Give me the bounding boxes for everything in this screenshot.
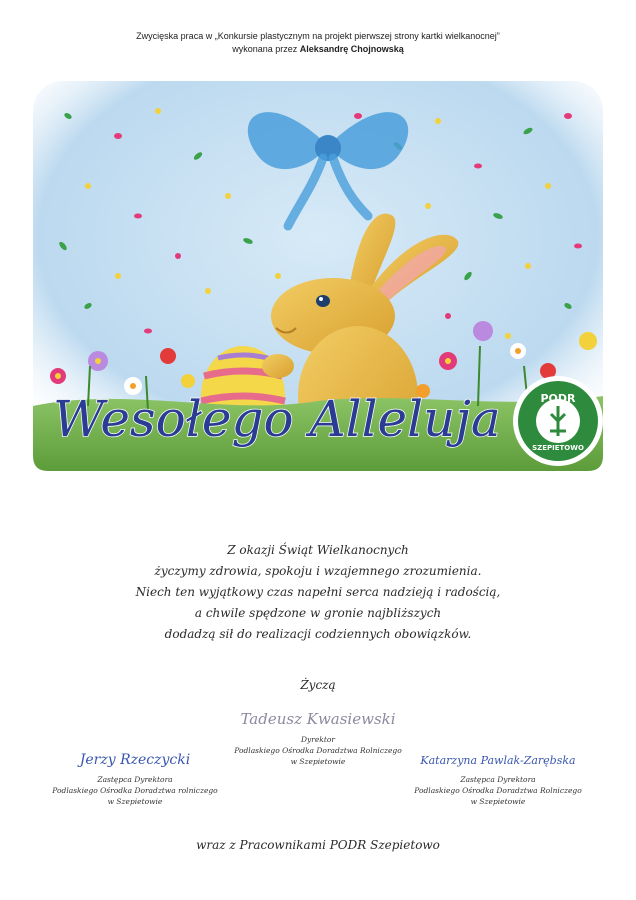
wish-text: Życzą xyxy=(300,678,336,692)
deputy-left-signature: Jerzy Rzeczycki xyxy=(79,752,191,768)
easter-artwork xyxy=(28,76,608,476)
signature-director xyxy=(218,702,418,767)
author-prefix: wykonana przez xyxy=(232,44,300,54)
podr-logo xyxy=(513,376,603,466)
deputy-left-title: Zastępca Dyrektora xyxy=(97,775,173,784)
greeting-line: życzymy zdrowia, spokoju i wzajemnego zrozumienia. xyxy=(154,564,482,578)
signature-deputy-left xyxy=(40,742,230,807)
logo-bottom-text: SZEPIETOWO xyxy=(532,444,584,452)
handwritten-signature-left xyxy=(60,742,210,772)
director-org: Podlaskiego Ośrodka Doradztwa Rolniczego xyxy=(234,746,402,755)
footer-text: wraz z Pracownikami PODR Szepietowo xyxy=(196,838,440,852)
director-place: w Szepietowie xyxy=(290,757,346,766)
greeting-line: dodadzą sił do realizacji codziennych obowiązków. xyxy=(164,627,472,641)
bunny-paw xyxy=(262,354,294,378)
greeting-line: Z okazji Świąt Wielkanocnych xyxy=(227,543,409,557)
deputy-left-place: w Szepietowie xyxy=(107,797,163,806)
signature-deputy-right xyxy=(408,742,588,807)
deputy-right-signature: Katarzyna Pawlak-Zarębska xyxy=(420,754,576,767)
logo-top-text: PODR xyxy=(540,392,576,405)
contest-header xyxy=(0,30,636,56)
handwritten-signature-director xyxy=(233,702,403,732)
author-name: Aleksandrę Chojnowską xyxy=(299,44,404,54)
deputy-right-place: w Szepietowie xyxy=(470,797,526,806)
director-signature: Tadeusz Kwasiewski xyxy=(240,710,396,728)
contest-title-line: Zwycięska praca w „Konkursie plastycznym na projekt pierwszej strony kartki wielkanocnej” xyxy=(136,31,500,41)
contest-author-line xyxy=(0,43,636,56)
deputy-right-title: Zastępca Dyrektora xyxy=(460,775,536,784)
deputy-right-org: Podlaskiego Ośrodka Doradztwa Rolniczego xyxy=(414,786,582,795)
greeting-block xyxy=(0,540,636,645)
headline-text: Wesołego Alleluja xyxy=(53,390,501,448)
greeting-line: a chwile spędzone w gronie najbliższych xyxy=(194,606,442,620)
handwritten-signature-right xyxy=(418,742,578,772)
greeting-line: Niech ten wyjątkowy czas napełni serca nadzieją i radością, xyxy=(135,585,501,599)
deputy-left-org: Podlaskiego Ośrodka Doradztwa rolniczego xyxy=(52,786,218,795)
director-title: Dyrektor xyxy=(301,735,335,744)
